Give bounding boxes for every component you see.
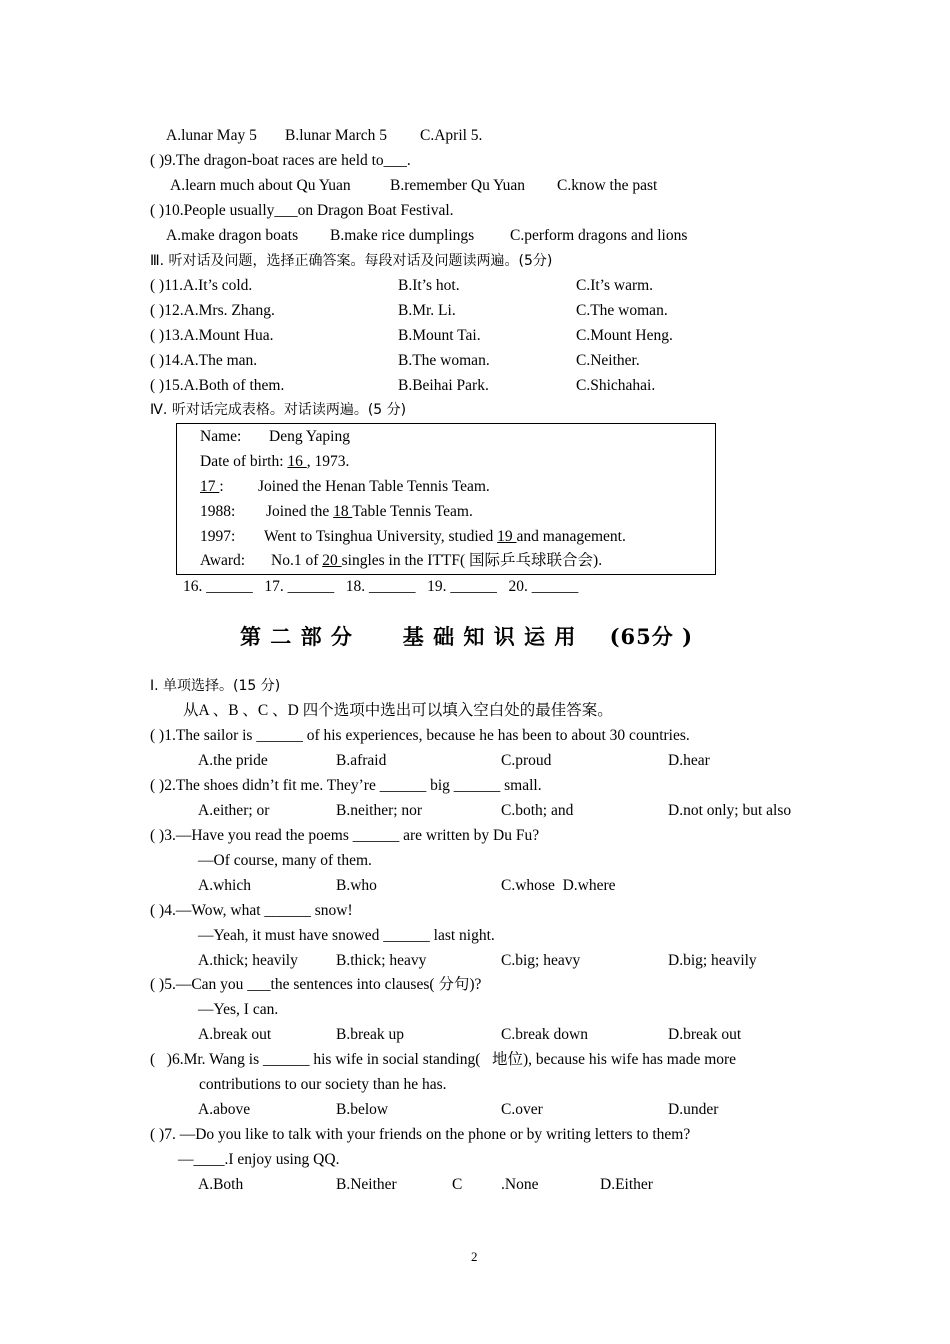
- p2-q7-option-b: B.Neither: [336, 1176, 397, 1193]
- table-row-1997-post: and management.: [516, 528, 626, 545]
- p2-q6-option-d: D.under: [668, 1101, 719, 1118]
- table-row-1988-post: Table Tennis Team.: [352, 503, 473, 520]
- q8-option-c: C.April 5.: [420, 127, 483, 144]
- q11-option-c: C.It’s warm.: [576, 277, 654, 294]
- q12-option-a: ( )12.A.Mrs. Zhang.: [150, 302, 275, 319]
- p2-q5-option-d: D.break out: [668, 1026, 742, 1043]
- p2-q2-stem: ( )2.The shoes didn’t fit me. They’re ______ big ______ small.: [150, 777, 542, 794]
- q14-option-b: B.The woman.: [398, 352, 490, 369]
- p2-q6-option-b: B.below: [336, 1101, 389, 1118]
- q11-option-b: B.It’s hot.: [398, 277, 460, 294]
- q10-option-b: B.make rice dumplings: [330, 227, 475, 244]
- section-3-heading: Ⅲ. 听对话及问题，选择正确答案。每段对话及问题读两遍。(5分): [150, 253, 553, 269]
- q12-option-b: B.Mr. Li.: [398, 302, 456, 319]
- p2-q5-reply: —Yes, I can.: [198, 1001, 279, 1018]
- q9-option-b: B.remember Qu Yuan: [390, 177, 526, 194]
- table-row-17: [200, 477, 224, 497]
- p2-q1-option-d: D.hear: [668, 752, 710, 769]
- q11-option-a: ( )11.A.It’s cold.: [150, 277, 253, 294]
- table-row-1988-pre: Joined the: [266, 503, 334, 520]
- q15-option-b: B.Beihai Park.: [398, 377, 489, 394]
- answer-blanks-16-20: 16. ______ 17. ______ 18. ______ 19. ______ 20. ______: [183, 578, 579, 595]
- p2-q2-option-d: D.not only; but also: [668, 802, 792, 819]
- q9-option-c: C.know the past: [557, 177, 658, 194]
- p2-q7-option-c: .None: [501, 1176, 539, 1193]
- blank-18: 18: [333, 503, 353, 520]
- p2-q1-option-c: C.proud: [501, 752, 552, 769]
- p2-q5-option-b: B.break up: [336, 1026, 405, 1043]
- blank-17: 17: [200, 478, 220, 495]
- p2-q2-option-b: B.neither; nor: [336, 802, 423, 819]
- p2-q4-option-a: A.thick; heavily: [198, 952, 298, 969]
- table-row-1997: [264, 527, 626, 547]
- p2-q7-stem: ( )7. —Do you like to talk with your friends on the phone or by writing letters to them?: [150, 1126, 691, 1143]
- p2-q4-option-d: D.big; heavily: [668, 952, 757, 969]
- table-row-1988: [266, 502, 473, 522]
- q10-stem: ( )10.People usually___on Dragon Boat Festival.: [150, 202, 454, 219]
- blank-16: 16: [287, 453, 307, 470]
- q14-option-a: ( )14.A.The man.: [150, 352, 258, 369]
- p2-q3-option-a: A.which: [198, 877, 251, 894]
- p2-q5-option-a: A.break out: [198, 1026, 272, 1043]
- p2-q7-option-c-letter: C: [452, 1176, 463, 1193]
- p2-q7-reply: —____.I enjoy using QQ.: [178, 1151, 340, 1168]
- table-row-award: [271, 551, 602, 571]
- table-row-17-text: Joined the Henan Table Tennis Team.: [258, 478, 490, 495]
- section-4-heading: Ⅳ. 听对话完成表格。对话读两遍。(5 分): [150, 402, 407, 418]
- part2-section-1-instruction: 从A 、B 、C 、D 四个选项中选出可以填入空白处的最佳答案。: [183, 702, 613, 719]
- table-row-award-post: singles in the ITTF( 国际乒乓球联合会).: [341, 552, 603, 569]
- q13-option-c: C.Mount Heng.: [576, 327, 673, 344]
- table-name-value: Deng Yaping: [269, 428, 350, 445]
- p2-q2-option-c: C.both; and: [501, 802, 574, 819]
- p2-q3-option-c-d: C.whose D.where: [501, 877, 616, 894]
- q8-option-b: B.lunar March 5: [285, 127, 388, 144]
- q14-option-c: C.Neither.: [576, 352, 640, 369]
- table-row-award-pre: No.1 of: [271, 552, 323, 569]
- p2-q5-stem: ( )5.—Can you ___the sentences into clauses( 分句)?: [150, 976, 482, 993]
- p2-q4-option-b: B.thick; heavy: [336, 952, 427, 969]
- p2-q3-option-b: B.who: [336, 877, 377, 894]
- p2-q6-stem-cont: contributions to our society than he has.: [199, 1076, 447, 1093]
- p2-q2-option-a: A.either; or: [198, 802, 270, 819]
- blank-20: 20: [322, 552, 342, 569]
- p2-q7-option-d: D.Either: [600, 1176, 653, 1193]
- p2-q3-reply: —Of course, many of them.: [198, 852, 372, 869]
- q15-option-a: ( )15.A.Both of them.: [150, 377, 285, 394]
- q12-option-c: C.The woman.: [576, 302, 668, 319]
- q9-stem: ( )9.The dragon-boat races are held to___.: [150, 152, 411, 169]
- table-dob-label: Date of birth:: [200, 453, 284, 470]
- p2-q6-option-c: C.over: [501, 1101, 543, 1118]
- table-row-award-label: Award:: [200, 552, 246, 569]
- blank-19: 19: [497, 528, 517, 545]
- p2-q1-stem: ( )1.The sailor is ______ of his experiences, because he has been to about 30 countries.: [150, 727, 690, 744]
- p2-q4-option-c: C.big; heavy: [501, 952, 581, 969]
- p2-q5-option-c: C.break down: [501, 1026, 588, 1043]
- q13-option-b: B.Mount Tai.: [398, 327, 481, 344]
- table-dob-row: [200, 452, 349, 472]
- table-row-17-colon: :: [219, 478, 224, 495]
- q15-option-c: C.Shichahai.: [576, 377, 656, 394]
- p2-q7-option-a: A.Both: [198, 1176, 244, 1193]
- table-row-1997-label: 1997:: [200, 528, 236, 545]
- p2-q4-stem: ( )4.—Wow, what ______ snow!: [150, 902, 353, 919]
- table-dob-year: , 1973.: [306, 453, 350, 470]
- q13-option-a: ( )13.A.Mount Hua.: [150, 327, 274, 344]
- q10-option-a: A.make dragon boats: [166, 227, 299, 244]
- part2-section-1-heading: Ⅰ. 单项选择。(15 分): [150, 678, 281, 694]
- page-number: 2: [471, 1249, 478, 1264]
- part-2-title: 第 二 部 分 基 础 知 识 运 用 (65分 ): [240, 624, 694, 649]
- q9-option-a: A.learn much about Qu Yuan: [170, 177, 351, 194]
- q8-option-a: A.lunar May 5: [166, 127, 257, 144]
- p2-q6-option-a: A.above: [198, 1101, 251, 1118]
- table-row-1997-pre: Went to Tsinghua University, studied: [264, 528, 498, 545]
- p2-q6-stem: ( )6.Mr. Wang is ______ his wife in social standing( 地位), because his wife has made more: [150, 1051, 737, 1068]
- p2-q4-reply: —Yeah, it must have snowed ______ last night.: [198, 927, 495, 944]
- p2-q3-stem: ( )3.—Have you read the poems ______ are written by Du Fu?: [150, 827, 540, 844]
- q10-option-c: C.perform dragons and lions: [510, 227, 688, 244]
- table-row-1988-label: 1988:: [200, 503, 236, 520]
- table-name-label: Name:: [200, 428, 242, 445]
- p2-q1-option-a: A.the pride: [198, 752, 268, 769]
- p2-q1-option-b: B.afraid: [336, 752, 387, 769]
